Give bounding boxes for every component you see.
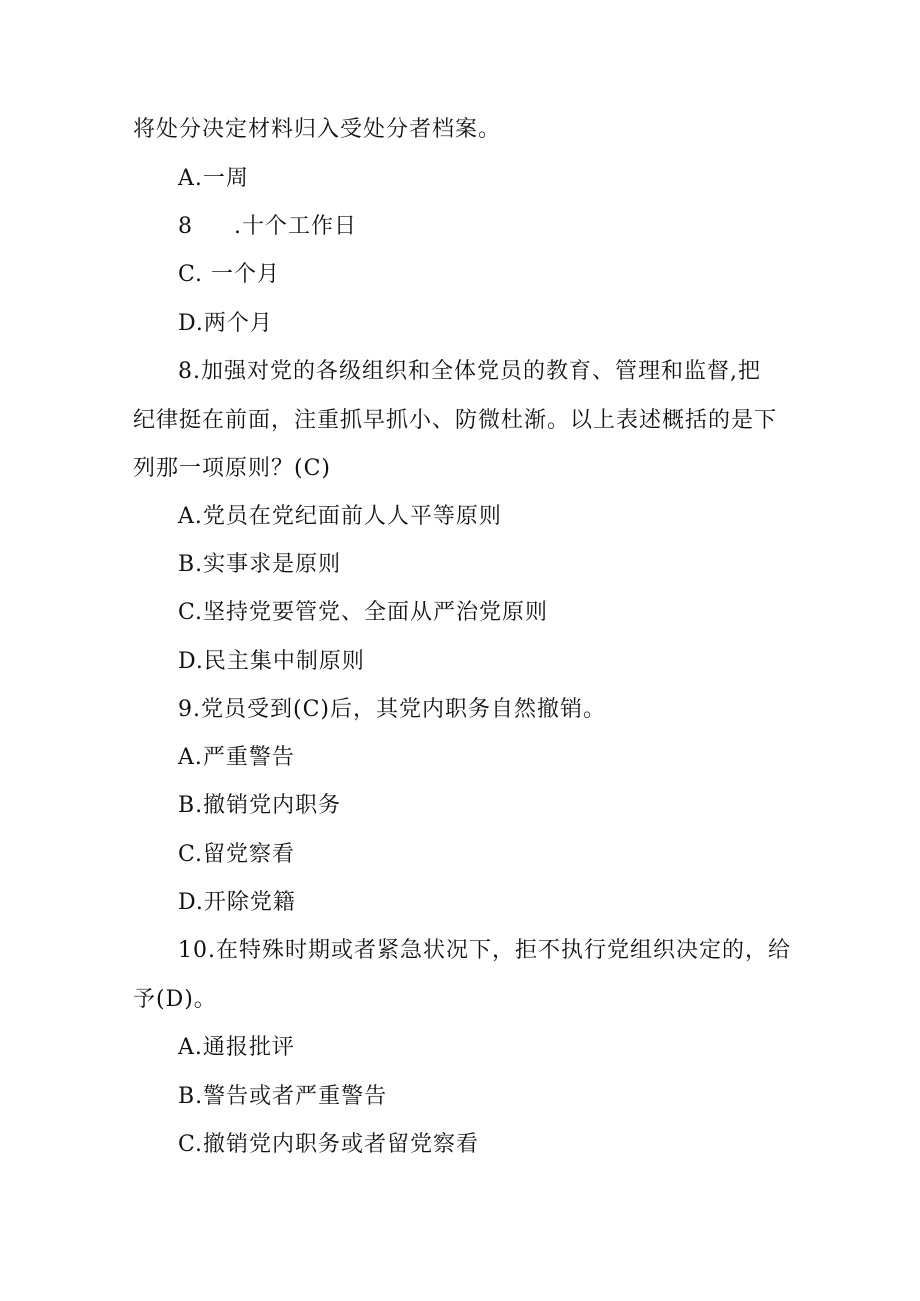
question-8-line-2: 纪律挺在前面，注重抓早抓小、防微杜渐。以上表述概括的是下 [133,408,778,433]
option-b-q9: B.撤销党内职务 [178,793,342,818]
question-10-line-2: 予(D)。 [133,987,217,1012]
question-8-line-3: 列那一项原则？(C) [133,456,331,481]
option-a-q9: A.严重警告 [178,745,295,770]
option-b-q8: B.实事求是原则 [178,552,342,577]
text-line-continuation: 将处分决定材料归入受处分者档案。 [133,117,502,142]
option-d-q8: D.民主集中制原则 [178,649,365,674]
option-c-q9: C.留党察看 [178,842,296,867]
option-c-q10: C.撤销党内职务或者留党察看 [178,1132,480,1157]
option-d-q7: D.两个月 [178,311,273,336]
option-a-q8: A.党员在党纪面前人人平等原则 [178,504,502,529]
question-8-line-1: 8.加强对党的各级组织和全体党员的教育、管理和监督,把 [178,359,761,384]
option-c-q8: C.坚持党要管党、全面从严治党原则 [178,600,549,625]
option-c-q7: C. 一个月 [178,262,281,287]
question-10-line-1: 10.在特殊时期或者紧急状况下，拒不执行党组织决定的，给 [178,938,791,963]
option-d-q9: D.开除党籍 [178,890,296,915]
option-a-q7: A.一周 [178,166,249,191]
stray-number: 8 [178,214,193,239]
option-b-q10: B.警告或者严重警告 [178,1084,388,1109]
option-b-q7 [178,212,357,242]
option-a-q10: A.通报批评 [178,1035,295,1060]
option-b-q7-text: .十个工作日 [234,214,357,239]
question-9: 9.党员受到(C)后，其党内职务自然撤销。 [178,697,606,722]
